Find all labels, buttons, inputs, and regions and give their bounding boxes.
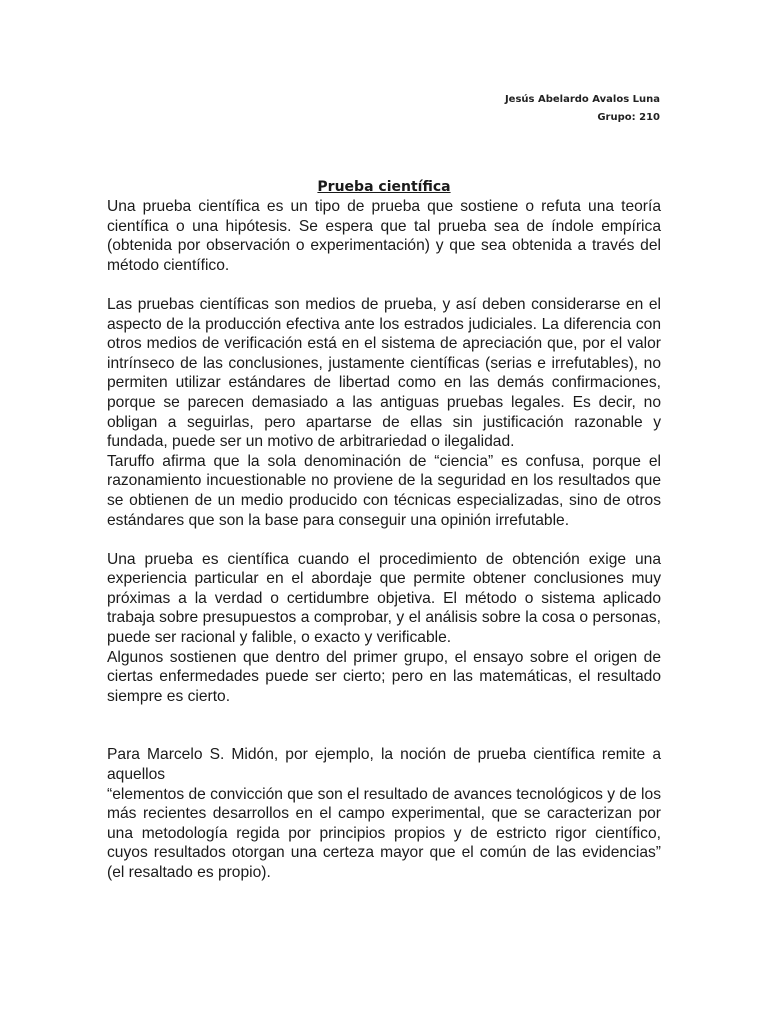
paragraph-medios-de-prueba: Las pruebas científicas son medios de prueba, y así deben considerarse en el aspecto de la producción efectiva ante los estrados judiciales. La diferencia con otros medios de verificación está en el sistema de apreciación que, por el valor intrínseco de las conclusiones, justamente científicas (serias e irrefutables), no permiten utilizar estándares de libertad como en las demás confirmaciones, porque se parecen demasiado a las antiguas pruebas legales. Es decir, no obligan a seguirlas, pero apartarse de ellas sin justificación razonable y fundada, puede ser un motivo de arbitrariedad o ilegalidad. xyxy=(107,295,661,451)
paragraph-algunos-sostienen: Algunos sostienen que dentro del primer grupo, el ensayo sobre el origen de ciertas enfermedades puede ser cierto; pero en las matemáticas, el resultado siempre es cierto. xyxy=(107,648,661,705)
paragraph-procedimiento: Una prueba es científica cuando el procedimiento de obtención exige una experiencia particular en el abordaje que permite obtener conclusiones muy próximas a la verdad o certidumbre objetiva. El método o sistema aplicado trabaja sobre presupuestos a comprobar, y el análisis sobre la cosa o personas, puede ser racional y falible, o exacto y verificable. xyxy=(107,550,661,647)
group-label: Grupo: 210 xyxy=(597,112,660,123)
paragraph-spacer xyxy=(107,275,661,295)
author-name: Jesús Abelardo Avalos Luna xyxy=(504,94,660,105)
paragraph-spacer xyxy=(107,706,661,745)
paragraph-intro: Una prueba científica es un tipo de prueba que sostiene o refuta una teoría científica o una hipótesis. Se espera que tal prueba sea de índole empírica (obtenida por observación o experimentación) y que sea obtenida a través del método científico. xyxy=(107,198,661,274)
paragraph-spacer xyxy=(107,530,661,550)
paragraph-midon: Para Marcelo S. Midón, por ejemplo, la noción de prueba científica remite a aquellos xyxy=(107,746,661,784)
paragraph-quote: “elementos de convicción que son el resultado de avances tecnológicos y de los más recientes desarrollos en el campo experimental, que se caracterizan por una metodología regida por principios propios y de estricto rigor científico, cuyos resultados otorgan una certeza mayor que el común de las evidencias” (el resaltado es propio). xyxy=(107,785,661,881)
document-title: Prueba científica xyxy=(317,179,451,195)
document-body xyxy=(107,197,661,883)
paragraph-taruffo: Taruffo afirma que la sola denominación de “ciencia” es confusa, porque el razonamiento incuestionable no proviene de la seguridad en los resultados que se obtienen de un medio producido con técnicas especializadas, sino de otros estándares que son la base para conseguir una opinión irrefutable. xyxy=(107,452,661,529)
document-header xyxy=(505,91,660,127)
